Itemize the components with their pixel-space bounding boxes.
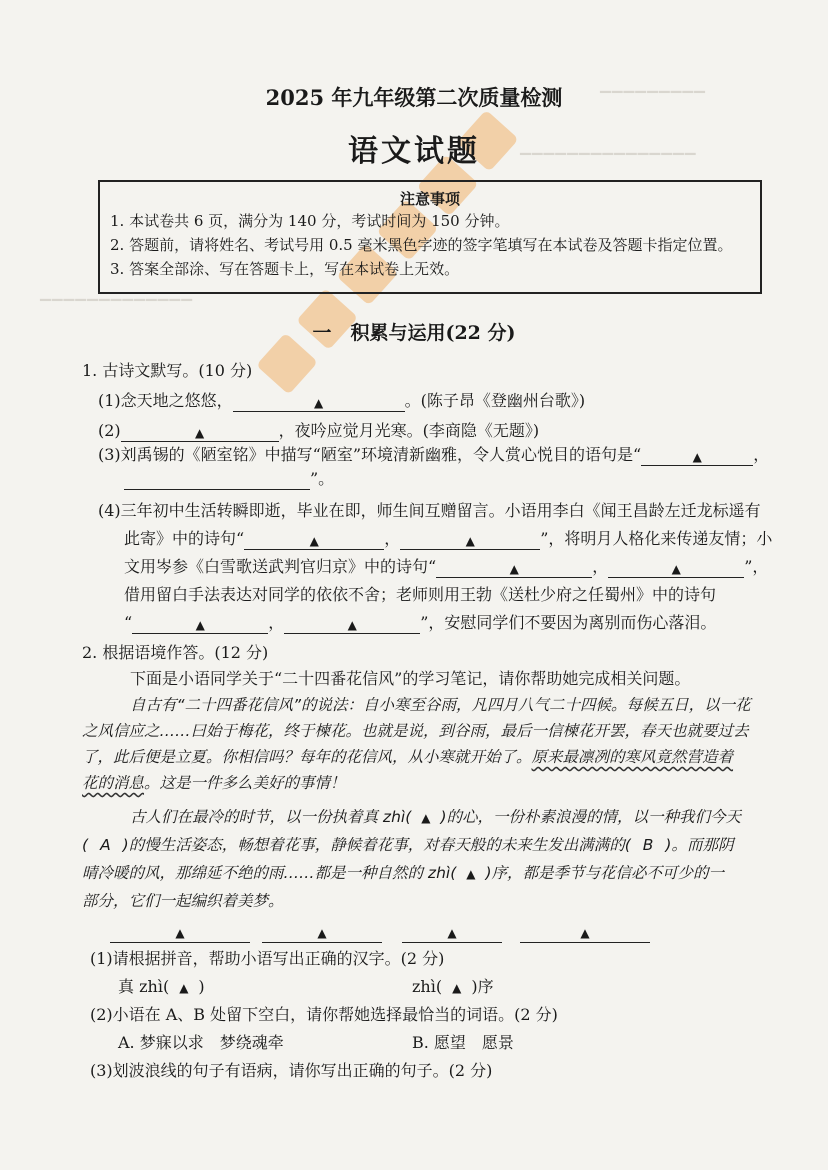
answer-blank[interactable] xyxy=(284,613,420,634)
item-text: ”， xyxy=(744,557,769,576)
item-text: ， xyxy=(592,557,609,576)
item-text: ”。 xyxy=(310,469,335,488)
note-text xyxy=(82,862,724,885)
item-text: (1)念天地之悠悠， xyxy=(98,391,233,410)
bleed-through-text: ▔▔▔▔▔▔▔▔▔▔▔▔▔▔▔ xyxy=(520,154,697,170)
note-text: 晴冷暖的风，那绵延不绝的雨……都是一种自然的 zhì( xyxy=(82,864,457,882)
blank-marker-icon: ▲ xyxy=(175,926,185,940)
blank-marker-icon[interactable]: ▲ xyxy=(421,811,431,825)
note-text: ( xyxy=(82,836,89,854)
blank-marker-icon[interactable]: ▲ xyxy=(179,981,189,995)
note-text: 了，此后便是立夏。你相信吗？每年的花信风，从小寒就开始了。 xyxy=(82,748,532,766)
sub-question: (1)请根据拼音，帮助小语写出正确的汉字。(2 分) xyxy=(90,949,445,968)
answer-blank[interactable] xyxy=(244,529,384,550)
sub-question: (2)小语在 A、B 处留下空白，请你帮她选择最恰当的词语。(2 分) xyxy=(90,1005,558,1024)
exam-title: 2025 年九年级第二次质量检测 xyxy=(265,85,563,110)
answer-blank[interactable] xyxy=(132,613,268,634)
answer-blank[interactable] xyxy=(121,421,279,442)
answer-blank[interactable] xyxy=(436,557,592,578)
subject-title: 语文试题 xyxy=(348,134,480,169)
bleed-through-text: ▔▔▔▔▔▔▔▔▔ xyxy=(600,92,706,108)
note-text xyxy=(130,806,741,829)
blank-marker-icon: ▲ xyxy=(195,618,205,632)
sub-answer-text: 真 zhì( xyxy=(118,977,170,996)
blank-marker-icon[interactable]: ▲ xyxy=(452,981,462,995)
note-text xyxy=(82,772,346,794)
note-text xyxy=(82,746,733,768)
question-item xyxy=(98,390,585,412)
question-item: 借用留白手法表达对同学的依依不舍；老师则用王勃《送杜少府之任蜀州》中的诗句 xyxy=(124,585,717,604)
notice-item: 2. 答题前，请将姓名、考试号用 0.5 毫米黑色字迹的签字笔填写在本试卷及答题卡指定位置。 xyxy=(110,236,733,254)
question-item xyxy=(124,556,768,578)
blank-marker-icon: ▲ xyxy=(309,534,319,548)
item-text: ， xyxy=(753,445,770,464)
wavy-underlined-sentence: 花的消息 xyxy=(82,774,145,792)
answer-blank[interactable] xyxy=(124,469,310,490)
note-text xyxy=(82,834,733,856)
answer-line[interactable] xyxy=(520,922,650,943)
notice-item: 1. 本试卷共 6 页，满分为 140 分，考试时间为 150 分钟。 xyxy=(110,212,510,230)
blank-label-b[interactable]: B xyxy=(642,836,654,854)
item-text: ”，将明月人格化来传递友情；小 xyxy=(540,529,773,548)
blank-marker-icon: ▲ xyxy=(692,450,702,464)
option-b[interactable]: B. 愿望 愿景 xyxy=(412,1033,514,1052)
sub-question: (3)划波浪线的句子有语病，请你写出正确的句子。(2 分) xyxy=(90,1061,493,1080)
note-text: )的慢生活姿态，畅想着花事，静候着花事，对春天般的未来生发出满满的( xyxy=(122,836,631,854)
blank-marker-icon: ▲ xyxy=(465,534,475,548)
question-intro: 下面是小语同学关于“二十四番花信风”的学习笔记，请你帮助她完成相关问题。 xyxy=(130,669,691,688)
sub-answer-text: ) xyxy=(198,977,205,996)
blank-marker-icon: ▲ xyxy=(195,426,205,440)
question-item xyxy=(124,528,772,550)
item-text: ”，安慰同学们不要因为离别而伤心落泪。 xyxy=(420,613,717,632)
answer-blank[interactable] xyxy=(400,529,540,550)
blank-marker-icon[interactable]: ▲ xyxy=(466,867,476,881)
question-stem: 2. 根据语境作答。(12 分) xyxy=(82,643,269,662)
blank-label-a[interactable]: A xyxy=(100,836,111,854)
blank-marker-icon: ▲ xyxy=(580,926,590,940)
note-text: )。而那阴 xyxy=(665,836,734,854)
item-text: 。(陈子昂《登幽州台歌》) xyxy=(404,391,586,410)
note-text: 古人们在最冷的时节，以一份执着真 zhì( xyxy=(130,808,412,826)
note-text: 自古有“二十四番花信风”的说法：自小寒至谷雨，凡四月八气二十四候。每候五日，以一花 xyxy=(130,696,751,714)
item-text: ， xyxy=(384,529,401,548)
answer-line[interactable] xyxy=(262,922,382,943)
blank-marker-icon: ▲ xyxy=(314,396,324,410)
item-text: 文用岑参《白雪歌送武判官归京》中的诗句“ xyxy=(124,557,437,576)
section-heading: 一 积累与运用(22 分) xyxy=(312,322,516,344)
notice-box xyxy=(98,180,762,294)
note-text: )序，都是季节与花信必不可少的一 xyxy=(485,864,725,882)
question-stem: 1. 古诗文默写。(10 分) xyxy=(82,361,253,380)
answer-blank[interactable] xyxy=(233,391,405,412)
sub-answer xyxy=(118,976,205,999)
item-text: ， xyxy=(268,613,285,632)
item-text: (3)刘禹锡的《陋室铭》中描写“陋室”环境清新幽雅，令人赏心悦目的语句是“ xyxy=(98,445,642,464)
item-text: (2) xyxy=(98,421,121,440)
option-a[interactable]: A. 梦寐以求 梦绕魂牵 xyxy=(118,1033,284,1052)
answer-line[interactable] xyxy=(110,922,250,943)
question-item xyxy=(124,468,334,490)
answer-line[interactable] xyxy=(402,922,502,943)
blank-marker-icon: ▲ xyxy=(671,562,681,576)
note-text: 之风信应之……曰始于梅花，终于楝花。也就是说，到谷雨，最后一信楝花开罢，春天也就要过去 xyxy=(82,722,749,740)
bleed-through-text: ▔▔▔▔▔▔▔▔▔▔▔▔▔ xyxy=(40,300,193,316)
wavy-underlined-sentence: 原来最凛冽的寒风竟然营造着 xyxy=(531,748,734,766)
notice-title: 注意事项 xyxy=(399,190,460,208)
question-item: (4)三年初中生活转瞬即逝，毕业在即，师生间互赠留言。小语用李白《闻王昌龄左迁龙标遥有 xyxy=(98,501,761,520)
note-text: 部分，它们一起编织着美梦。 xyxy=(82,892,284,910)
question-item xyxy=(98,444,769,466)
sub-answer-text: zhì( xyxy=(412,977,443,996)
sub-answer-text: )序 xyxy=(471,977,494,996)
blank-marker-icon: ▲ xyxy=(447,926,457,940)
blank-marker-icon: ▲ xyxy=(509,562,519,576)
note-text: 。这是一件多么美好的事情！ xyxy=(144,774,346,792)
item-text: ，夜吟应觉月光寒。(李商隐《无题》) xyxy=(278,421,540,440)
answer-blank[interactable] xyxy=(641,445,753,466)
notice-item: 3. 答案全部涂、写在答题卡上，写在本试卷上无效。 xyxy=(110,260,460,278)
blank-marker-icon: ▲ xyxy=(317,926,327,940)
item-text: “ xyxy=(124,613,133,632)
note-text: )的心，一份朴素浪漫的情，以一种我们今天 xyxy=(440,808,742,826)
question-item xyxy=(124,612,716,634)
item-text: 此寄》中的诗句“ xyxy=(124,529,245,548)
answer-blank[interactable] xyxy=(608,557,744,578)
blank-marker-icon: ▲ xyxy=(347,618,357,632)
question-item xyxy=(98,420,539,442)
sub-answer xyxy=(412,976,494,999)
